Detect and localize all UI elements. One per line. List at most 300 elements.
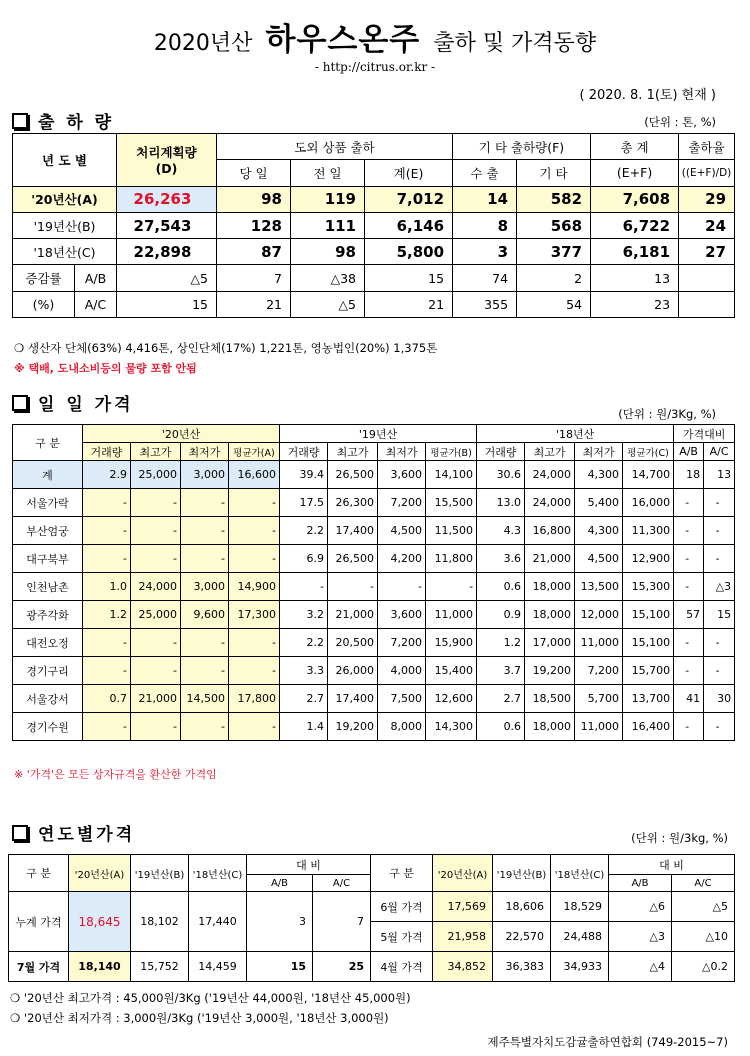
price-cell: 11,000 xyxy=(575,713,623,741)
price-cell: - xyxy=(131,629,181,657)
b-cell: 18,606 xyxy=(493,892,551,922)
price-cell: 12,900 xyxy=(623,545,674,573)
table-row xyxy=(13,573,735,601)
col-rate: 출하율 xyxy=(679,134,735,160)
row-name: 6월 가격 xyxy=(371,892,433,922)
price-cell: - xyxy=(131,545,181,573)
today-cell: 87 xyxy=(217,239,291,265)
table-row xyxy=(13,291,735,317)
price-cell: 13 xyxy=(704,461,735,489)
ab-cell: △6 xyxy=(609,892,672,922)
prev-cell: 98 xyxy=(291,239,365,265)
price-cell: 3.3 xyxy=(280,657,328,685)
price-cell: - xyxy=(83,489,131,517)
circle-bullet-icon: ❍ xyxy=(10,991,24,1005)
plan-cell: 27,543 xyxy=(117,212,217,238)
export-cell: 355 xyxy=(453,291,517,317)
plan-cell: 22,898 xyxy=(117,239,217,265)
price-cell: 24,000 xyxy=(525,489,575,517)
price-cell: 7,200 xyxy=(575,657,623,685)
min-price-text: '20년산 최저가격 : 3,000원/3Kg ('19년산 3,000원, '18년산 3,000원) xyxy=(23,1011,389,1025)
price-cell: 13,700 xyxy=(623,685,674,713)
price-cell: 0.6 xyxy=(477,573,525,601)
price-cell: 3,000 xyxy=(181,573,229,601)
price-note: ※ '가격'은 모든 상자규격을 환산한 가격임 xyxy=(14,768,217,781)
price-cell: 5,700 xyxy=(575,685,623,713)
a-cell: 18,645 xyxy=(69,892,131,952)
price-cell: - xyxy=(229,517,280,545)
col-y20: '20년산 xyxy=(83,425,280,443)
price-cell: - xyxy=(674,629,704,657)
price-cell: 11,000 xyxy=(426,601,477,629)
price-cell: - xyxy=(674,545,704,573)
price-cell: - xyxy=(378,573,426,601)
price-cell: 15,100 xyxy=(623,629,674,657)
price-cell: 17,400 xyxy=(328,517,378,545)
table-row xyxy=(13,657,735,685)
row-name: 누계 가격 xyxy=(9,892,69,952)
price-cell: 2.2 xyxy=(280,629,328,657)
yearly-heading xyxy=(12,820,135,845)
c-cell: 34,933 xyxy=(551,952,609,982)
diff-ratio: A/C xyxy=(75,291,117,317)
producer-note-text: 생산자 단체(63%) 4,416톤, 상인단체(17%) 1,221톤, 영농법인(20%) 1,375톤 xyxy=(27,341,438,355)
price-cell: 7,200 xyxy=(378,629,426,657)
col-max: 최고가 xyxy=(131,443,181,461)
plan-cell: 15 xyxy=(117,291,217,317)
yearly-price-table xyxy=(8,854,735,982)
price-cell: 13,500 xyxy=(575,573,623,601)
price-cell: 17,800 xyxy=(229,685,280,713)
price-cell: - xyxy=(674,573,704,601)
price-cell: 6.9 xyxy=(280,545,328,573)
yearly-unit: (단위 : 원/3kg, %) xyxy=(631,831,728,845)
price-cell: 15,400 xyxy=(426,657,477,685)
price-cell: 24,000 xyxy=(525,461,575,489)
export-cell: 8 xyxy=(453,212,517,238)
price-cell: 1.2 xyxy=(477,629,525,657)
daily-heading-text: 일 일 가격 xyxy=(38,395,134,415)
price-cell: 7,200 xyxy=(378,489,426,517)
price-cell: - xyxy=(131,657,181,685)
col-c: '18년산(C) xyxy=(551,855,609,892)
price-cell: 15,300 xyxy=(623,573,674,601)
col-cmp: 대 비 xyxy=(247,855,371,875)
etc-cell: 54 xyxy=(517,291,591,317)
price-cell: - xyxy=(426,573,477,601)
col-other: 기 타 출하량(F) xyxy=(453,134,591,160)
table-row xyxy=(13,713,735,741)
price-cell: 1.4 xyxy=(280,713,328,741)
price-cell: - xyxy=(704,629,735,657)
price-cell: 17,400 xyxy=(328,685,378,713)
price-cell: - xyxy=(229,657,280,685)
rate-cell: 24 xyxy=(679,212,735,238)
c-cell: 17,440 xyxy=(189,892,247,952)
col-year: 년 도 별 xyxy=(13,134,117,187)
prev-cell: 119 xyxy=(291,186,365,212)
price-cell: 3,600 xyxy=(378,601,426,629)
price-cell: 4.3 xyxy=(477,517,525,545)
col-max: 최고가 xyxy=(525,443,575,461)
col-plan-sub: (D) xyxy=(155,161,178,177)
price-cell: 26,500 xyxy=(328,461,378,489)
rate-cell xyxy=(679,265,735,291)
col-min: 최저가 xyxy=(181,443,229,461)
col-min: 최저가 xyxy=(378,443,426,461)
price-cell: 14,700 xyxy=(623,461,674,489)
price-cell: 11,800 xyxy=(426,545,477,573)
price-cell: - xyxy=(181,517,229,545)
total-cell: 7,608 xyxy=(591,186,679,212)
ab-cell: △3 xyxy=(609,922,672,952)
col-y19: '19년산 xyxy=(280,425,477,443)
col-total: 총 계 xyxy=(591,134,679,160)
row-year: '18년산(C) xyxy=(13,239,117,265)
b-cell: 15,752 xyxy=(131,952,189,982)
market-name: 대전오정 xyxy=(13,629,83,657)
price-cell: 4,500 xyxy=(575,545,623,573)
price-cell: 13.0 xyxy=(477,489,525,517)
price-cell: - xyxy=(83,545,131,573)
price-cell: 1.2 xyxy=(83,601,131,629)
title-suffix: 출하 및 가격동향 xyxy=(433,31,597,56)
price-cell: 1.0 xyxy=(83,573,131,601)
market-name: 서울강서 xyxy=(13,685,83,713)
daily-heading xyxy=(12,390,134,415)
c-cell: 24,488 xyxy=(551,922,609,952)
table-row xyxy=(13,489,735,517)
price-cell: 57 xyxy=(674,601,704,629)
price-cell: 18,000 xyxy=(525,601,575,629)
total-cell: 6,722 xyxy=(591,212,679,238)
price-cell: 15,500 xyxy=(426,489,477,517)
price-cell: 2.7 xyxy=(477,685,525,713)
today-cell: 7 xyxy=(217,265,291,291)
market-name: 광주각화 xyxy=(13,601,83,629)
col-gubun: 구 분 xyxy=(13,425,83,461)
price-cell: 16,600 xyxy=(229,461,280,489)
ac-cell: 7 xyxy=(313,892,371,952)
price-cell: 14,900 xyxy=(229,573,280,601)
price-cell: 21,000 xyxy=(328,601,378,629)
price-cell: 41 xyxy=(674,685,704,713)
price-cell: 18,500 xyxy=(525,685,575,713)
col-avg-c: 평균가(C) xyxy=(623,443,674,461)
col-export: 수 출 xyxy=(453,160,517,186)
price-cell: △3 xyxy=(704,573,735,601)
price-cell: 30 xyxy=(704,685,735,713)
diff-ratio: A/B xyxy=(75,265,117,291)
shipment-heading xyxy=(12,108,114,133)
price-cell: - xyxy=(704,545,735,573)
today-cell: 21 xyxy=(217,291,291,317)
market-name: 부산엄궁 xyxy=(13,517,83,545)
price-cell: 8,000 xyxy=(378,713,426,741)
price-cell: 15,100 xyxy=(623,601,674,629)
price-cell: 30.6 xyxy=(477,461,525,489)
report-title xyxy=(0,14,750,59)
b-cell: 22,570 xyxy=(493,922,551,952)
daily-price-table xyxy=(12,424,735,741)
price-cell: - xyxy=(674,489,704,517)
plan-cell: 26,263 xyxy=(117,186,217,212)
rate-cell: 29 xyxy=(679,186,735,212)
price-cell: 3.6 xyxy=(477,545,525,573)
sum-cell: 7,012 xyxy=(365,186,453,212)
col-vol: 거래량 xyxy=(477,443,525,461)
price-cell: - xyxy=(181,489,229,517)
circle-bullet-icon: ❍ xyxy=(10,1011,24,1025)
price-cell: 16,000 xyxy=(623,489,674,517)
price-cell: 19,200 xyxy=(525,657,575,685)
price-cell: 0.7 xyxy=(83,685,131,713)
table-row xyxy=(9,952,735,982)
ab-cell: 3 xyxy=(247,892,313,952)
col-sum: 계(E) xyxy=(365,160,453,186)
price-cell: 21,000 xyxy=(131,685,181,713)
prev-cell: △38 xyxy=(291,265,365,291)
total-cell: 13 xyxy=(591,265,679,291)
b-cell: 18,102 xyxy=(131,892,189,952)
footer-org: 제주특별자치도감귤출하연합회 (749-2015~7) xyxy=(487,1035,728,1049)
price-cell: - xyxy=(674,517,704,545)
price-cell: 0.6 xyxy=(477,713,525,741)
price-cell: 26,000 xyxy=(328,657,378,685)
col-ac: A/C xyxy=(672,875,735,892)
rate-cell: 27 xyxy=(679,239,735,265)
col-ab: A/B xyxy=(247,875,313,892)
col-ac: A/C xyxy=(704,443,735,461)
price-cell: 3,000 xyxy=(181,461,229,489)
market-name: 경기수원 xyxy=(13,713,83,741)
price-cell: - xyxy=(674,713,704,741)
price-cell: 3.7 xyxy=(477,657,525,685)
table-row xyxy=(13,265,735,291)
price-cell: 20,500 xyxy=(328,629,378,657)
price-cell: - xyxy=(704,657,735,685)
col-vol: 거래량 xyxy=(83,443,131,461)
col-rate-formula: ((E+F)/D) xyxy=(679,160,735,186)
price-cell: - xyxy=(83,657,131,685)
etc-cell: 2 xyxy=(517,265,591,291)
export-cell: 14 xyxy=(453,186,517,212)
max-price-note xyxy=(10,990,411,1006)
table-row xyxy=(13,212,735,238)
table-row xyxy=(13,629,735,657)
yearly-heading-text: 연도별가격 xyxy=(38,825,136,845)
a-cell: 21,958 xyxy=(433,922,493,952)
ab-cell: 15 xyxy=(247,952,313,982)
price-cell: 7,500 xyxy=(378,685,426,713)
checkbox-bullet-icon xyxy=(12,825,28,841)
producer-note xyxy=(14,340,437,356)
table-row xyxy=(13,517,735,545)
price-cell: - xyxy=(181,713,229,741)
col-y18: '18년산 xyxy=(477,425,674,443)
market-name: 인천남촌 xyxy=(13,573,83,601)
col-cmp: 대 비 xyxy=(609,855,735,875)
col-plan xyxy=(117,134,217,187)
col-etc: 기 타 xyxy=(517,160,591,186)
col-total-ef: (E+F) xyxy=(591,160,679,186)
price-cell: 11,300 xyxy=(623,517,674,545)
shipment-heading-text: 출 하 량 xyxy=(38,113,115,133)
sum-cell: 15 xyxy=(365,265,453,291)
price-cell: 11,000 xyxy=(575,629,623,657)
rate-cell xyxy=(679,291,735,317)
etc-cell: 568 xyxy=(517,212,591,238)
col-vol: 거래량 xyxy=(280,443,328,461)
col-max: 최고가 xyxy=(328,443,378,461)
price-cell: - xyxy=(704,713,735,741)
diff-label: 증감률 xyxy=(13,265,75,291)
price-cell: 15,700 xyxy=(623,657,674,685)
price-cell: 0.9 xyxy=(477,601,525,629)
row-name: 4월 가격 xyxy=(371,952,433,982)
c-cell: 18,529 xyxy=(551,892,609,922)
col-compare: 가격대비 xyxy=(674,425,735,443)
total-cell: 23 xyxy=(591,291,679,317)
checkbox-bullet-icon xyxy=(12,113,28,129)
price-cell: - xyxy=(229,545,280,573)
title-main: 하우스온주 xyxy=(265,22,421,58)
market-name: 계 xyxy=(13,461,83,489)
price-cell: - xyxy=(131,489,181,517)
price-cell: 3,600 xyxy=(378,461,426,489)
total-cell: 6,181 xyxy=(591,239,679,265)
table-row xyxy=(13,239,735,265)
price-cell: 21,000 xyxy=(525,545,575,573)
row-name: 5월 가격 xyxy=(371,922,433,952)
price-cell: 17,000 xyxy=(525,629,575,657)
a-cell: 17,569 xyxy=(433,892,493,922)
market-name: 경기구리 xyxy=(13,657,83,685)
price-cell: 14,500 xyxy=(181,685,229,713)
col-ac: A/C xyxy=(313,875,371,892)
col-outside: 도외 상품 출하 xyxy=(217,134,453,160)
shipment-unit: (단위 : 톤, %) xyxy=(644,115,716,129)
price-cell: 25,000 xyxy=(131,461,181,489)
prev-cell: 111 xyxy=(291,212,365,238)
price-cell: 12,600 xyxy=(426,685,477,713)
c-cell: 14,459 xyxy=(189,952,247,982)
price-cell: - xyxy=(229,713,280,741)
price-cell: - xyxy=(181,629,229,657)
price-cell: - xyxy=(229,629,280,657)
etc-cell: 582 xyxy=(517,186,591,212)
price-cell: 17,300 xyxy=(229,601,280,629)
price-cell: - xyxy=(181,545,229,573)
price-cell: 19,200 xyxy=(328,713,378,741)
price-cell: - xyxy=(131,517,181,545)
price-cell: 16,800 xyxy=(525,517,575,545)
price-cell: - xyxy=(181,657,229,685)
col-avg-a: 평균가(A) xyxy=(229,443,280,461)
ac-cell: 25 xyxy=(313,952,371,982)
price-cell: 17.5 xyxy=(280,489,328,517)
b-cell: 36,383 xyxy=(493,952,551,982)
price-cell: - xyxy=(704,517,735,545)
ac-cell: △10 xyxy=(672,922,735,952)
col-c: '18년산(C) xyxy=(189,855,247,892)
price-cell: 4,300 xyxy=(575,517,623,545)
col-today: 당 일 xyxy=(217,160,291,186)
a-cell: 18,140 xyxy=(69,952,131,982)
price-cell: - xyxy=(280,573,328,601)
price-cell: 24,000 xyxy=(131,573,181,601)
price-cell: - xyxy=(704,489,735,517)
price-cell: 5,400 xyxy=(575,489,623,517)
price-cell: 4,500 xyxy=(378,517,426,545)
row-name: 7월 가격 xyxy=(9,952,69,982)
ab-cell: △4 xyxy=(609,952,672,982)
col-ab: A/B xyxy=(609,875,672,892)
pct-label: (%) xyxy=(13,291,75,317)
title-prefix: 2020년산 xyxy=(153,31,253,56)
price-cell: 18,000 xyxy=(525,573,575,601)
price-cell: 25,000 xyxy=(131,601,181,629)
price-cell: 12,000 xyxy=(575,601,623,629)
col-plan-label: 처리계획량 xyxy=(136,145,197,161)
as-of-date: ( 2020. 8. 1(토) 현재 ) xyxy=(579,88,716,103)
export-cell: 74 xyxy=(453,265,517,291)
price-cell: 9,600 xyxy=(181,601,229,629)
min-price-note xyxy=(10,1010,389,1026)
col-gubun: 구 분 xyxy=(371,855,433,892)
price-cell: 26,500 xyxy=(328,545,378,573)
price-cell: 4,000 xyxy=(378,657,426,685)
ac-cell: △5 xyxy=(672,892,735,922)
website-url[interactable]: - http://citrus.or.kr - xyxy=(314,60,436,74)
price-cell: 18 xyxy=(674,461,704,489)
price-cell: - xyxy=(674,657,704,685)
market-name: 대구북부 xyxy=(13,545,83,573)
price-cell: 2.2 xyxy=(280,517,328,545)
row-year: '19년산(B) xyxy=(13,212,117,238)
price-cell: - xyxy=(328,573,378,601)
col-b: '19년산(B) xyxy=(131,855,189,892)
prev-cell: △5 xyxy=(291,291,365,317)
table-row xyxy=(13,601,735,629)
price-cell: 26,300 xyxy=(328,489,378,517)
daily-unit: (단위 : 원/3Kg, %) xyxy=(618,407,716,421)
export-cell: 3 xyxy=(453,239,517,265)
today-cell: 98 xyxy=(217,186,291,212)
col-a: '20년산(A) xyxy=(69,855,131,892)
delivery-note: ※ 택배, 도내소비등의 물량 포함 안됨 xyxy=(14,362,197,375)
col-prev: 전 일 xyxy=(291,160,365,186)
price-cell: 14,300 xyxy=(426,713,477,741)
price-cell: 14,100 xyxy=(426,461,477,489)
price-cell: 11,500 xyxy=(426,517,477,545)
plan-cell: △5 xyxy=(117,265,217,291)
max-price-text: '20년산 최고가격 : 45,000원/3Kg ('19년산 44,000원, '18년산 45,000원) xyxy=(23,991,411,1005)
col-a: '20년산(A) xyxy=(433,855,493,892)
table-row xyxy=(13,685,735,713)
table-row xyxy=(13,461,735,489)
sum-cell: 6,146 xyxy=(365,212,453,238)
price-cell: 4,200 xyxy=(378,545,426,573)
col-avg-b: 평균가(B) xyxy=(426,443,477,461)
price-cell: - xyxy=(229,489,280,517)
market-name: 서울가락 xyxy=(13,489,83,517)
sum-cell: 5,800 xyxy=(365,239,453,265)
checkbox-bullet-icon xyxy=(12,395,28,411)
today-cell: 128 xyxy=(217,212,291,238)
ac-cell: △0.2 xyxy=(672,952,735,982)
price-cell: - xyxy=(83,713,131,741)
